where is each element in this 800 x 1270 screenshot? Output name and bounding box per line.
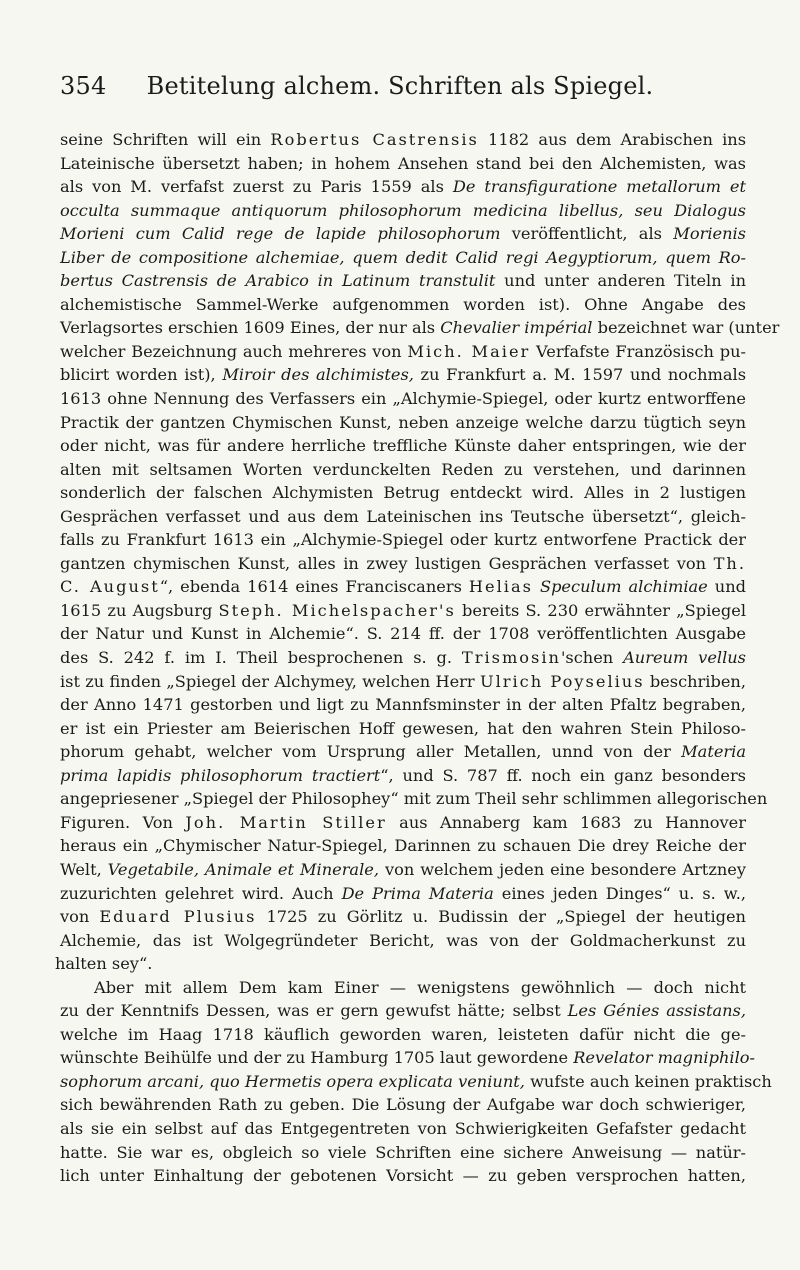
text-run: von bbox=[60, 907, 100, 927]
text-run: halten sey“. bbox=[55, 954, 153, 974]
spaced-name-text: Mich. Maier bbox=[407, 341, 531, 361]
italic-title-text: Les Génies assistans, bbox=[567, 1001, 746, 1021]
text-line bbox=[60, 481, 746, 505]
text-line bbox=[60, 1093, 746, 1117]
text-run: alten mit seltsamen Worten verdunckelten Reden zu verstehen, und darinnen bbox=[60, 459, 746, 479]
text-line bbox=[60, 411, 746, 435]
text-line bbox=[60, 128, 746, 152]
text-line bbox=[60, 976, 746, 1000]
text-line bbox=[60, 764, 746, 788]
text-line bbox=[60, 340, 746, 364]
italic-title-text: sophorum arcani, quo Hermetis opera explicata veniunt, bbox=[60, 1071, 525, 1091]
text-line bbox=[60, 811, 746, 835]
text-line bbox=[60, 152, 746, 176]
text-run: Aber mit allem Dem kam Einer — wenigstens gewöhnlich — doch nicht bbox=[94, 977, 746, 997]
text-run: 1613 ohne Nennung des Verfassers ein „Alchymie-Spiegel, oder kurtz entworffene bbox=[60, 389, 746, 409]
page-number: 354 bbox=[60, 72, 107, 100]
text-line bbox=[60, 505, 746, 529]
text-line bbox=[60, 199, 746, 223]
italic-title-text: Morienis bbox=[673, 224, 746, 244]
italic-title-text: Chevalier impérial bbox=[440, 318, 593, 338]
text-run: 1615 zu Augsburg bbox=[60, 600, 219, 620]
text-run: und bbox=[707, 577, 746, 597]
italic-title-text: Liber de compositione alchemiae, quem dedit Calid regi Aegyptiorum, quem Ro- bbox=[60, 247, 746, 267]
text-run: ist zu finden „Spiegel der Alchymey, welchen Herr bbox=[60, 671, 480, 691]
text-line bbox=[60, 528, 746, 552]
text-line bbox=[60, 834, 746, 858]
text-run: “, ebenda 1614 eines Franciscaners bbox=[159, 577, 469, 597]
text-line bbox=[60, 246, 746, 270]
spaced-name-text: Trismosin bbox=[461, 648, 561, 668]
text-run: sonderlich der falschen Alchymisten Betrug entdeckt wird. Alles in 2 lustigen bbox=[60, 483, 746, 503]
italic-title-text: De transfiguratione metallorum et bbox=[452, 177, 747, 197]
spaced-name-text: Joh. Martin Stiller bbox=[185, 812, 387, 832]
text-run: falls zu Frankfurt 1613 ein „Alchymie-Spiegel oder kurtz entworfene Practick der bbox=[60, 530, 746, 550]
text-run: zu der Kenntnifs Dessen, was er gern gewufst hätte; selbst bbox=[60, 1001, 568, 1021]
text-line bbox=[60, 1070, 772, 1094]
text-line bbox=[60, 269, 746, 293]
text-run: heraus ein „Chymischer Natur-Spiegel, Darinnen zu schauen Die drey Reiche der bbox=[60, 836, 746, 856]
text-run: wufste auch keinen praktisch bbox=[524, 1071, 772, 1091]
text-line bbox=[60, 434, 746, 458]
text-line bbox=[60, 1023, 746, 1047]
text-run: der Anno 1471 gestorben und ligt zu Mannfsminster in der alten Pfaltz begraben, bbox=[60, 695, 746, 715]
spaced-name-text: Robertus Castrensis bbox=[270, 130, 479, 149]
text-run: sich bewährenden Rath zu geben. Die Lösung der Aufgabe war doch schwieriger, bbox=[60, 1095, 746, 1115]
text-run: Practik der gantzen Chymischen Kunst, neben anzeige welche darzu tügtich seyn bbox=[60, 412, 746, 432]
text-run: angepriesener „Spiegel der Philosophey“ mit zum Theil sehr schlimmen allegorischen bbox=[60, 789, 768, 809]
text-line bbox=[60, 670, 746, 694]
text-line bbox=[60, 363, 746, 387]
text-run: als sie ein selbst auf das Entgegentreten von Schwierigkeiten Gefafster gedacht bbox=[60, 1118, 746, 1138]
italic-title-text: Speculum alchimiae bbox=[539, 577, 708, 597]
text-run: als von M. verfafst zuerst zu Paris 1559 als bbox=[60, 177, 453, 197]
text-run: gantzen chymischen Kunst, alles in zwey lustigen Gesprächen verfasset von bbox=[60, 553, 714, 573]
text-run: alchemistische Sammel-Werke aufgenommen worden ist). Ohne Angabe des bbox=[60, 294, 746, 314]
text-run: seine Schriften will ein bbox=[60, 130, 271, 149]
text-line bbox=[60, 1117, 746, 1141]
italic-title-text: prima lapidis philosophorum tractiert bbox=[60, 765, 381, 785]
text-run: Verlagsortes erschien 1609 Eines, der nur als bbox=[60, 318, 441, 338]
spaced-name-text: Steph. Michelspacher's bbox=[218, 600, 456, 620]
text-line bbox=[60, 646, 746, 670]
spaced-name-text: Th. bbox=[713, 553, 746, 573]
text-run: Lateinische übersetzt haben; in hohem Ansehen stand bei den Alchemisten, was bbox=[60, 153, 746, 173]
text-run: des S. 242 f. im I. Theil besprochenen s. g. bbox=[60, 648, 462, 668]
text-line bbox=[60, 387, 746, 411]
italic-title-text: Materia bbox=[681, 742, 746, 762]
italic-title-text: Vegetabile, Animale et Minerale, bbox=[107, 859, 379, 879]
text-run: Alchemie, das ist Wolgegründeter Bericht, was von der Goldmacherkunst zu bbox=[60, 930, 746, 950]
running-header bbox=[60, 72, 740, 104]
italic-title-text: occulta summaque antiquorum philosophorum medicina libellus, seu Dialogus bbox=[60, 200, 746, 220]
text-line bbox=[60, 222, 746, 246]
text-line bbox=[60, 905, 746, 929]
text-run: oder nicht, was für andere herrliche treffliche Künste daher entspringen, wie der bbox=[60, 436, 746, 456]
text-line bbox=[60, 1046, 755, 1070]
spaced-name-text: Ulrich Poyselius bbox=[479, 671, 645, 691]
text-run: Figuren. Von bbox=[60, 812, 186, 832]
text-run: bereits S. 230 erwähnter „Spiegel bbox=[455, 600, 746, 620]
text-run: phorum gehabt, welcher vom Ursprung aller Metallen, unnd von der bbox=[60, 742, 682, 762]
text-run: zuzurichten gelehret wird. Auch bbox=[60, 883, 342, 903]
text-run: lich unter Einhaltung der gebotenen Vorsicht — zu geben versprochen hatten, bbox=[60, 1166, 746, 1186]
italic-title-text: Aureum vellus bbox=[623, 648, 746, 668]
italic-title-text: Morieni cum Calid rege de lapide philosophorum bbox=[60, 224, 501, 244]
text-line bbox=[60, 316, 780, 340]
text-run: wünschte Beihülfe und der zu Hamburg 1705 laut gewordene bbox=[60, 1048, 574, 1068]
text-run: welche im Haag 1718 käuflich geworden waren, leisteten dafür nicht die ge- bbox=[60, 1024, 746, 1044]
text-run: “, und S. 787 ff. noch ein ganz besonders bbox=[380, 765, 746, 785]
italic-title-text: Revelator magniphilo- bbox=[573, 1048, 755, 1068]
spaced-name-text: Helias bbox=[468, 577, 533, 597]
text-line bbox=[55, 952, 746, 976]
running-title: Betitelung alchem. Schriften als Spiegel. bbox=[146, 72, 654, 100]
text-run: 1725 zu Görlitz u. Budissin der „Spiegel der heutigen bbox=[256, 907, 746, 927]
text-run: und unter anderen Titeln in bbox=[495, 271, 747, 291]
text-run: Verfafste Französisch pu- bbox=[530, 341, 746, 361]
text-line bbox=[60, 858, 746, 882]
text-line bbox=[60, 458, 746, 482]
text-line bbox=[60, 293, 746, 317]
text-line bbox=[60, 552, 746, 576]
text-run: Gesprächen verfasset und aus dem Lateinischen ins Teutsche übersetzt“, gleich- bbox=[60, 506, 746, 526]
text-run: aus Annaberg kam 1683 zu Hannover bbox=[386, 812, 746, 832]
text-run: eines jeden Dinges“ u. s. w., bbox=[493, 883, 746, 903]
text-line bbox=[60, 175, 746, 199]
spaced-name-text: C. August bbox=[60, 577, 160, 597]
text-line bbox=[60, 622, 746, 646]
italic-title-text: Miroir des alchimistes, bbox=[222, 365, 414, 385]
text-line bbox=[60, 787, 768, 811]
spaced-name-text: Eduard Plusius bbox=[99, 907, 257, 927]
text-run: bezeichnet war (unter bbox=[592, 318, 780, 338]
text-run: 'schen bbox=[560, 648, 624, 668]
text-line bbox=[60, 882, 746, 906]
text-run: von welchem jeden eine besondere Artzney bbox=[379, 859, 746, 879]
text-run: zu Frankfurt a. M. 1597 und nochmals bbox=[413, 365, 747, 385]
text-run: er ist ein Priester am Beierischen Hoff gewesen, hat den wahren Stein Philoso- bbox=[60, 718, 746, 738]
text-run: beschriben, bbox=[644, 671, 746, 691]
text-line bbox=[60, 929, 746, 953]
text-run: 1182 aus dem Arabischen ins bbox=[478, 130, 747, 149]
text-line bbox=[60, 999, 746, 1023]
text-line bbox=[60, 1164, 746, 1188]
text-run: hatte. Sie war es, obgleich so viele Schriften eine sichere Anweisung — natür- bbox=[60, 1142, 746, 1162]
text-run: blicirt worden ist), bbox=[60, 365, 223, 385]
text-run bbox=[533, 577, 540, 596]
text-run: veröffentlicht, als bbox=[500, 224, 674, 244]
text-line bbox=[60, 599, 746, 623]
text-run: der Natur und Kunst in Alchemie“. S. 214 ff. der 1708 veröffentlichten Ausgabe bbox=[60, 624, 746, 644]
text-run: Welt, bbox=[60, 859, 108, 879]
text-line bbox=[60, 1141, 746, 1165]
italic-title-text: De Prima Materia bbox=[341, 883, 494, 903]
text-line bbox=[60, 717, 746, 741]
text-line bbox=[60, 693, 746, 717]
italic-title-text: bertus Castrensis de Arabico in Latinum transtulit bbox=[60, 271, 496, 291]
body-text bbox=[55, 128, 780, 1188]
text-line bbox=[60, 740, 746, 764]
text-run: welcher Bezeichnung auch mehreres von bbox=[60, 341, 408, 361]
text-line bbox=[60, 575, 746, 599]
